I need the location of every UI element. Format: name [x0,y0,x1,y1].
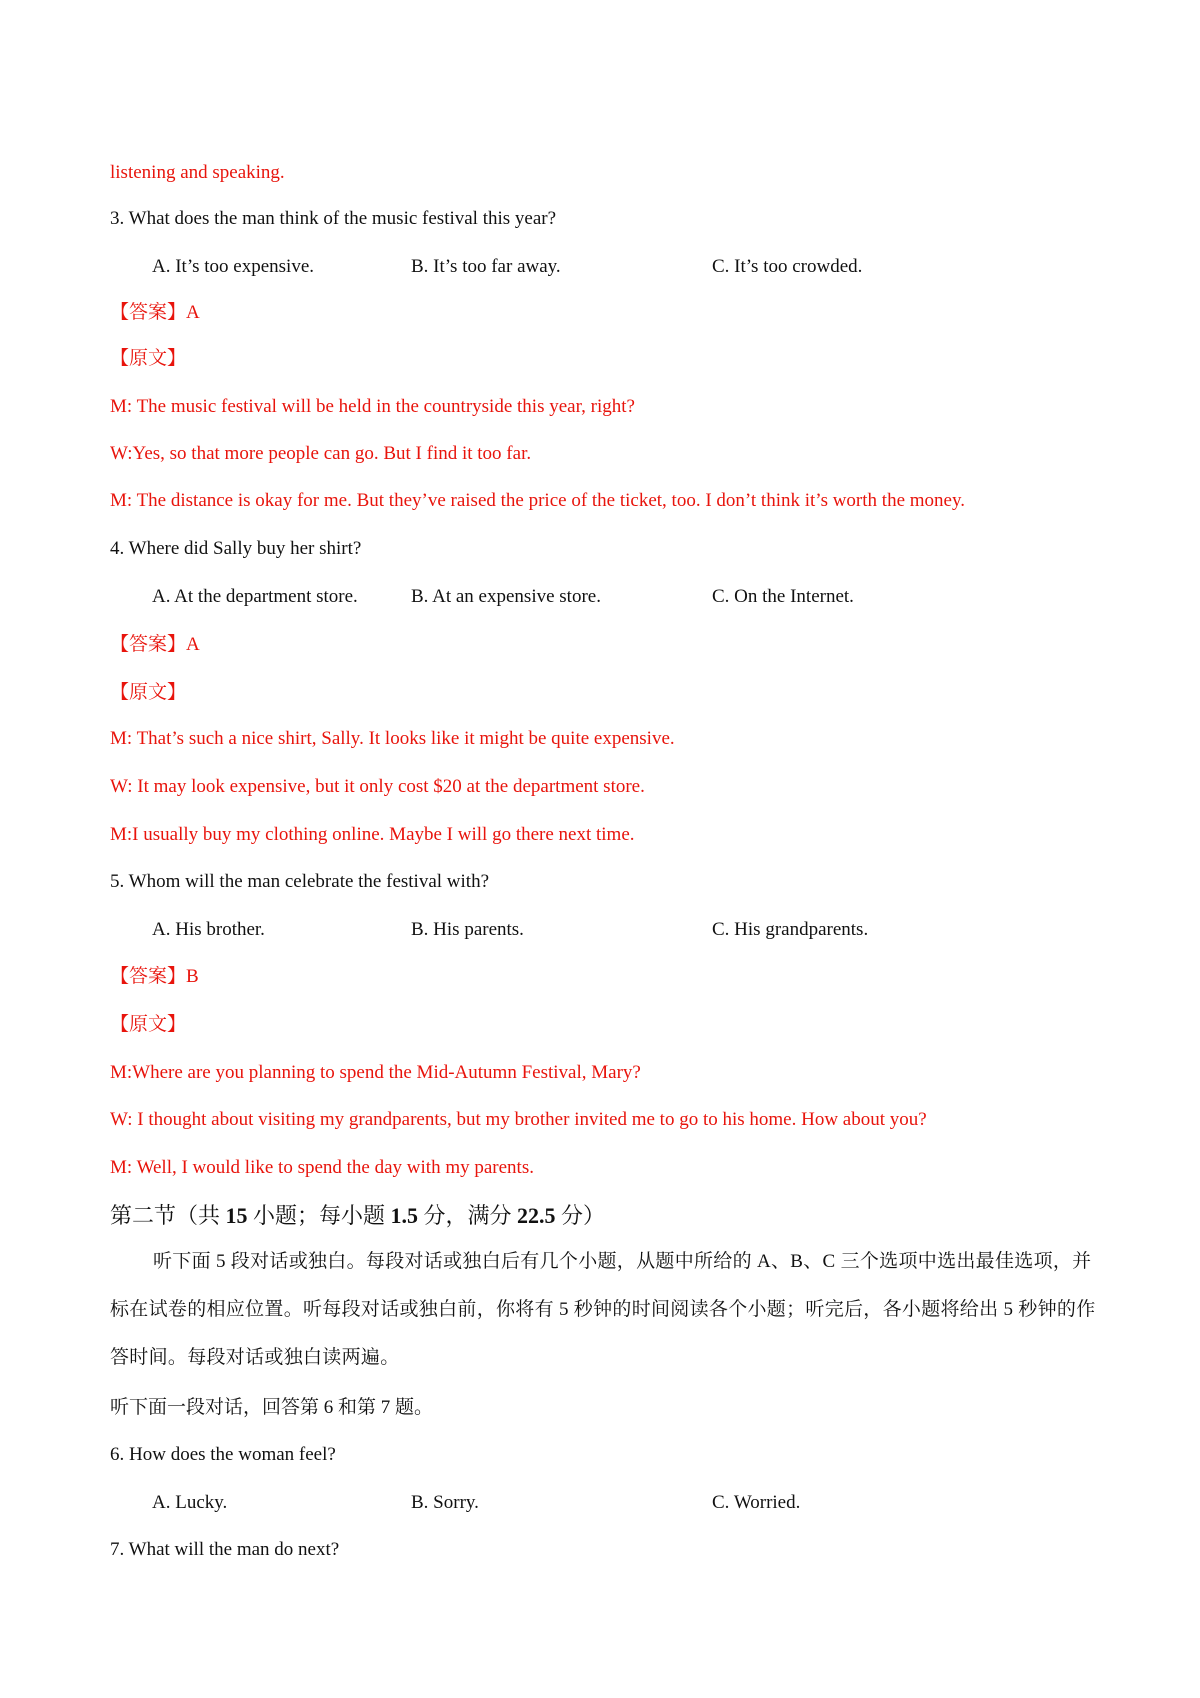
transcript-label-5: 【原文】 [110,1014,187,1035]
transcript-line: listening and speaking. [110,162,285,183]
transcript-line: M: Well, I would like to spend the day with my parents. [110,1157,534,1178]
answer-5: 【答案】B [110,966,199,987]
answer-3: 【答案】A [110,302,200,323]
option-3a: A. It’s too expensive. [152,256,315,277]
dialogue-intro: 听下面一段对话，回答第 6 和第 7 题。 [110,1397,434,1418]
transcript-label-3: 【原文】 [110,348,187,369]
option-4a: A. At the department store. [152,586,358,607]
transcript-line: M: The music festival will be held in the countryside this year, right? [110,396,635,417]
option-6b: B. Sorry. [411,1492,479,1513]
option-6a: A. Lucky. [152,1492,228,1513]
question-6: 6. How does the woman feel? [110,1444,336,1465]
question-7: 7. What will the man do next? [110,1539,340,1560]
question-5: 5. Whom will the man celebrate the festival with? [110,871,489,892]
question-4: 4. Where did Sally buy her shirt? [110,538,362,559]
transcript-line: W: It may look expensive, but it only cost $20 at the department store. [110,776,645,797]
option-6c: C. Worried. [712,1492,801,1513]
answer-4: 【答案】A [110,634,200,655]
option-4c: C. On the Internet. [712,586,854,607]
transcript-label-4: 【原文】 [110,682,187,703]
transcript-line: M:Where are you planning to spend the Mid-Autumn Festival, Mary? [110,1062,641,1083]
option-5a: A. His brother. [152,919,265,940]
transcript-line: M:I usually buy my clothing online. Maybe I will go there next time. [110,824,635,845]
section-heading: 第二节（共 15 小题；每小题 1.5 分，满分 22.5 分） [110,1203,606,1228]
transcript-line: M: That’s such a nice shirt, Sally. It looks like it might be quite expensive. [110,728,675,749]
option-3b: B. It’s too far away. [411,256,561,277]
section-instructions: 听下面 5 段对话或独白。每段对话或独白后有几个小题，从题中所给的 A、B、C 三个选项中选出最佳选项，并标在试卷的相应位置。听每段对话或独白前，你将有 5 秒钟的时间阅读各个小题；听完后，各小题将给出 5 秒钟的作答时间。每段对话或独白读两遍。 [110,1251,1096,1368]
transcript-line: W: I thought about visiting my grandparents, but my brother invited me to go to his home. How about you? [110,1109,927,1130]
option-3c: C. It’s too crowded. [712,256,863,277]
transcript-line: W:Yes, so that more people can go. But I find it too far. [110,443,532,464]
option-5b: B. His parents. [411,919,524,940]
option-4b: B. At an expensive store. [411,586,601,607]
transcript-line: M: The distance is okay for me. But they’ve raised the price of the ticket, too. I don’t think it’s worth the money. [110,490,965,511]
option-5c: C. His grandparents. [712,919,869,940]
question-3: 3. What does the man think of the music festival this year? [110,208,557,229]
